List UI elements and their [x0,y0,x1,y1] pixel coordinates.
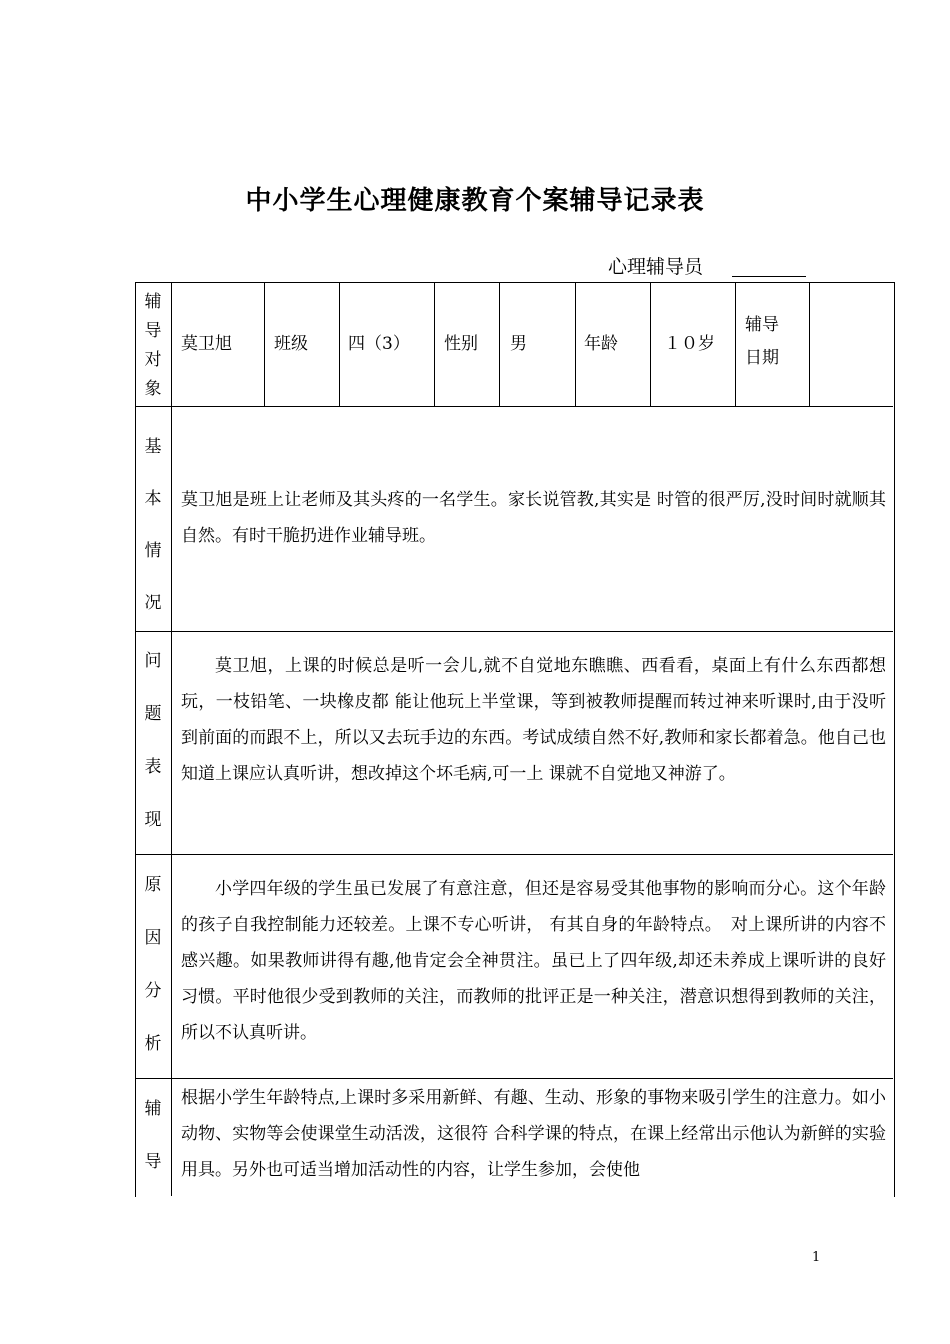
document-title: 中小学生心理健康教育个案辅导记录表 [245,186,705,216]
problem-label: 问 题 表 现 [144,651,162,830]
cause-analysis-label: 原 因 分 析 [144,875,162,1054]
row-divider [135,406,893,407]
column-divider [499,282,500,406]
row-divider [135,854,893,855]
column-divider [264,282,265,406]
row-divider [135,1078,893,1079]
cause-analysis-text: 小学四年级的学生虽已发展了有意注意，但还是容易受其他事物的影响而分心。这个年龄的孩子自我控制能力还较差。上课不专心听讲， 有其自身的年龄特点。 对上课所讲的内容不感兴趣。如果教师讲得有趣,他肯定会全神贯注。虽已上了四年级,却还未养成上课听讲的良好习惯。平时他很少受到教师的关注，而教师的批评正是一种关注，潜意识想得到教师的关注，所以不认真听讲。 [181,879,886,1043]
column-divider [434,282,435,406]
age-value: １０岁 [664,334,715,354]
column-divider [735,282,736,406]
guidance-text: 根据小学生年龄特点,上课时多采用新鲜、有趣、生动、形象的事物来吸引学生的注意力。如小动物、实物等会使课堂生动活泼，这很符 合科学课的特点，在课上经常出示他认为新鲜的实验用具。另外也可适当增加活动性的内容，让学生参加，会使他 [181,1088,886,1180]
subject-label: 辅 导 对 象 [144,292,162,399]
column-divider [339,282,340,406]
column-divider [809,282,810,406]
basic-situation-text: 莫卫旭是班上让老师及其头疼的一名学生。家长说管教,其实是 时管的很严厉,没时间时就顺其自然。有时干脆扔进作业辅导班。 [181,490,886,546]
column-divider [575,282,576,406]
label-column-divider [171,282,172,1196]
counselor-label: 心理辅导员 [608,256,704,278]
gender-value: 男 [510,334,527,354]
problem-text: 莫卫旭，上课的时候总是听一会儿,就不自觉地东瞧瞧、西看看，桌面上有什么东西都想玩，一枝铅笔、一块橡皮都 能让他玩上半堂课，等到被教师提醒而转过神来听课时,由于没听到前面的而跟不上，所以又去玩手边的东西。考试成绩自然不好,教师和家长都着急。他自己也知道上课应认真听讲，想改掉这个坏毛病,可一上 课就不自觉地又神游了。 [181,656,886,784]
counselor-signature-line [732,276,806,277]
basic-situation-label: 基 本 情 况 [144,437,162,613]
date-label: 辅导 日期 [745,315,779,368]
guidance-label: 辅 导 [144,1099,162,1172]
column-divider [650,282,651,406]
class-value: 四（3） [348,334,410,354]
age-label: 年龄 [584,334,618,354]
student-name: 莫卫旭 [181,334,232,354]
row-divider [135,631,893,632]
class-label: 班级 [274,334,308,354]
gender-label: 性别 [444,334,478,354]
page-number: 1 [812,1250,821,1265]
